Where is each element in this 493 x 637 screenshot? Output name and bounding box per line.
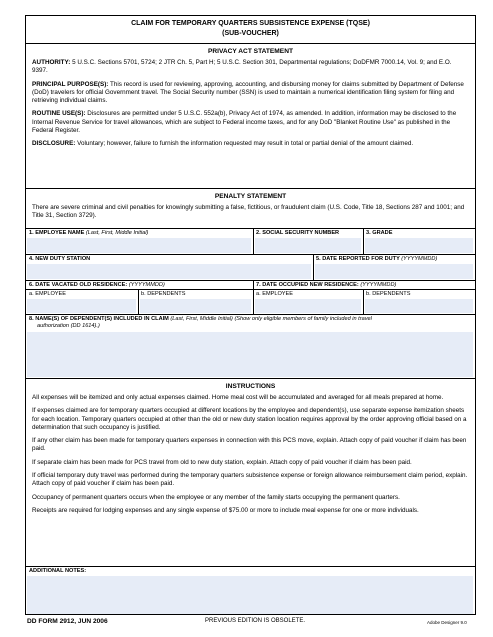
form-title: CLAIM FOR TEMPORARY QUARTERS SUBSISTENCE EXPENSE (TQSE) (131, 20, 370, 27)
instruction-paragraph: Occupancy of permanent quarters occurs when the employee or any member of the family starts occupying the permanent quarters. (32, 493, 400, 501)
instruction-paragraph: All expenses will be itemized and only actual expenses claimed. Home meal cost will be accumulated and averaged for all meals prepared at home. (32, 394, 444, 401)
new-duty-station-field[interactable] (27, 264, 311, 279)
row-residence-dates (26, 280, 475, 314)
dependents-label: 8. NAME(S) OF DEPENDENT(S) INCLUDED IN CLAIM (Last, First, Middle Initial) (Show only eligible members of family included in travel (29, 316, 372, 322)
purpose-text: This record is used for reviewing, approving, accounting, and disbursing money for claims submitted by Department of Defense (DoD) travelers for official Government travel. The Social Security number (SSN) is used to maintain a numerical identification filing system for filing and retrieving individual claims. (32, 80, 464, 105)
instruction-paragraph: If expenses claimed are for temporary quarters occupied at different locations by the employee and dependent(s), use separate expense itemization sheets for each location. Temporary quarters occupied at other than the old or new duty station location requires approval by the order approving official based on a determination that such occupancy is justified. (32, 407, 467, 431)
date-occupied-label: 7. DATE OCCUPIED NEW RESIDENCE: (YYYYMMDD) (256, 282, 397, 288)
vacated-dependents-field[interactable] (140, 299, 251, 313)
purpose-paragraph (32, 81, 469, 106)
row-dependents (26, 314, 475, 378)
penalty-text: There are severe criminal and civil penalties for knowingly submitting a false, fictitious, or fraudulent claim (U.S. Code, Title 18, Sections 287 and 1001; and Title 31, Section 3729). (32, 204, 465, 220)
ssn-label: 2. SOCIAL SECURITY NUMBER (256, 230, 340, 236)
date-vacated-label: 6. DATE VACATED OLD RESIDENCE: (YYYYMMDD) (29, 282, 165, 288)
row-duty-station (26, 254, 475, 280)
privacy-heading: PRIVACY ACT STATEMENT (208, 48, 293, 55)
dependents-field[interactable] (27, 332, 473, 377)
disclosure-paragraph (32, 140, 469, 148)
routine-use-paragraph (32, 110, 469, 135)
software-version: Adobe Designer 9.0 (427, 620, 467, 625)
penalty-section (26, 188, 475, 228)
ssn-field[interactable] (255, 238, 361, 253)
authority-label: AUTHORITY: (32, 59, 71, 66)
form-id: DD FORM 2912, JUN 2006 (27, 618, 108, 625)
instructions-section (26, 378, 475, 566)
vacated-employee-field[interactable] (27, 299, 136, 313)
additional-notes-label: ADDITIONAL NOTES: (29, 568, 87, 574)
occupied-employee-label: a. EMPLOYEE (256, 291, 293, 297)
additional-notes-field[interactable] (27, 576, 473, 614)
new-duty-station-label: 4. NEW DUTY STATION (29, 256, 91, 262)
purpose-label: PRINCIPAL PURPOSE(S): (32, 80, 109, 88)
date-reported-field[interactable] (315, 264, 473, 279)
occupied-employee-field[interactable] (255, 299, 361, 313)
privacy-act-section (26, 44, 475, 188)
instruction-paragraph: If official temporary duty travel was performed during the temporary quarters subsistence expense or foreign allowance reimbursement claim period, explain. Attach copy of paid voucher if claim has been paid. (32, 472, 468, 488)
dependents-hint-2: authorization (DD 1614).) (37, 323, 100, 329)
date-reported-label: 5. DATE REPORTED FOR DUTY (YYYYMMDD) (316, 256, 438, 262)
routine-use-text: Disclosures are permitted under 5 U.S.C. 552a(b), Privacy Act of 1974, as amended. In addition, information may be disclosed to the Internal Revenue Service for travel allowances, which are subject to Federal income taxes, and for any DoD "Blanket Routine Use" as published in the Federal Register. (32, 110, 457, 135)
additional-notes-section (26, 566, 475, 614)
employee-name-label: 1. EMPLOYEE NAME (Last, First, Middle Initial) (29, 230, 149, 236)
instructions-heading: INSTRUCTIONS (225, 383, 276, 390)
vacated-employee-label: a. EMPLOYEE (29, 291, 66, 297)
occupied-dependents-label: b. DEPENDENTS (366, 291, 411, 297)
employee-name-field[interactable] (27, 238, 251, 253)
form-title-block (26, 16, 475, 44)
form-subtitle: (SUB-VOUCHER) (222, 30, 279, 37)
vacated-dependents-label: b. DEPENDENTS (141, 291, 186, 297)
disclosure-text: Voluntary; however, failure to furnish the information requested may result in total or partial denial of the amount claimed. (75, 140, 414, 148)
authority-paragraph (32, 59, 469, 76)
authority-text: 5 U.S.C. Sections 5701, 5724; 2 JTR Ch. 5, Part H; 5 U.S.C. Section 301, Departmental regulations; DoDFMR 7000.14, Vol. 9; and E.O. 9397. (32, 59, 452, 75)
routine-use-label: ROUTINE USE(S): (32, 110, 86, 118)
tqse-form (25, 15, 476, 615)
edition-notice: PREVIOUS EDITION IS OBSOLETE. (205, 618, 306, 624)
instruction-paragraph: Receipts are required for lodging expenses and any single expense of $75.00 or more to include meal expense for one or more individuals. (32, 506, 419, 514)
grade-label: 3. GRADE (366, 230, 393, 236)
grade-field[interactable] (365, 238, 473, 253)
row-employee-info (26, 228, 475, 254)
occupied-dependents-field[interactable] (365, 299, 473, 313)
penalty-heading: PENALTY STATEMENT (214, 193, 287, 200)
disclosure-label: DISCLOSURE: (32, 140, 76, 148)
instruction-paragraph: If separate claim has been made for PCS travel from old to new duty station, explain. Attach copy of paid voucher if claim has been paid. (32, 458, 412, 466)
instruction-paragraph: If any other claim has been made for temporary quarters expenses in connection with this PCS move, explain. Attach copy of paid voucher if claim has been paid. (32, 437, 467, 453)
